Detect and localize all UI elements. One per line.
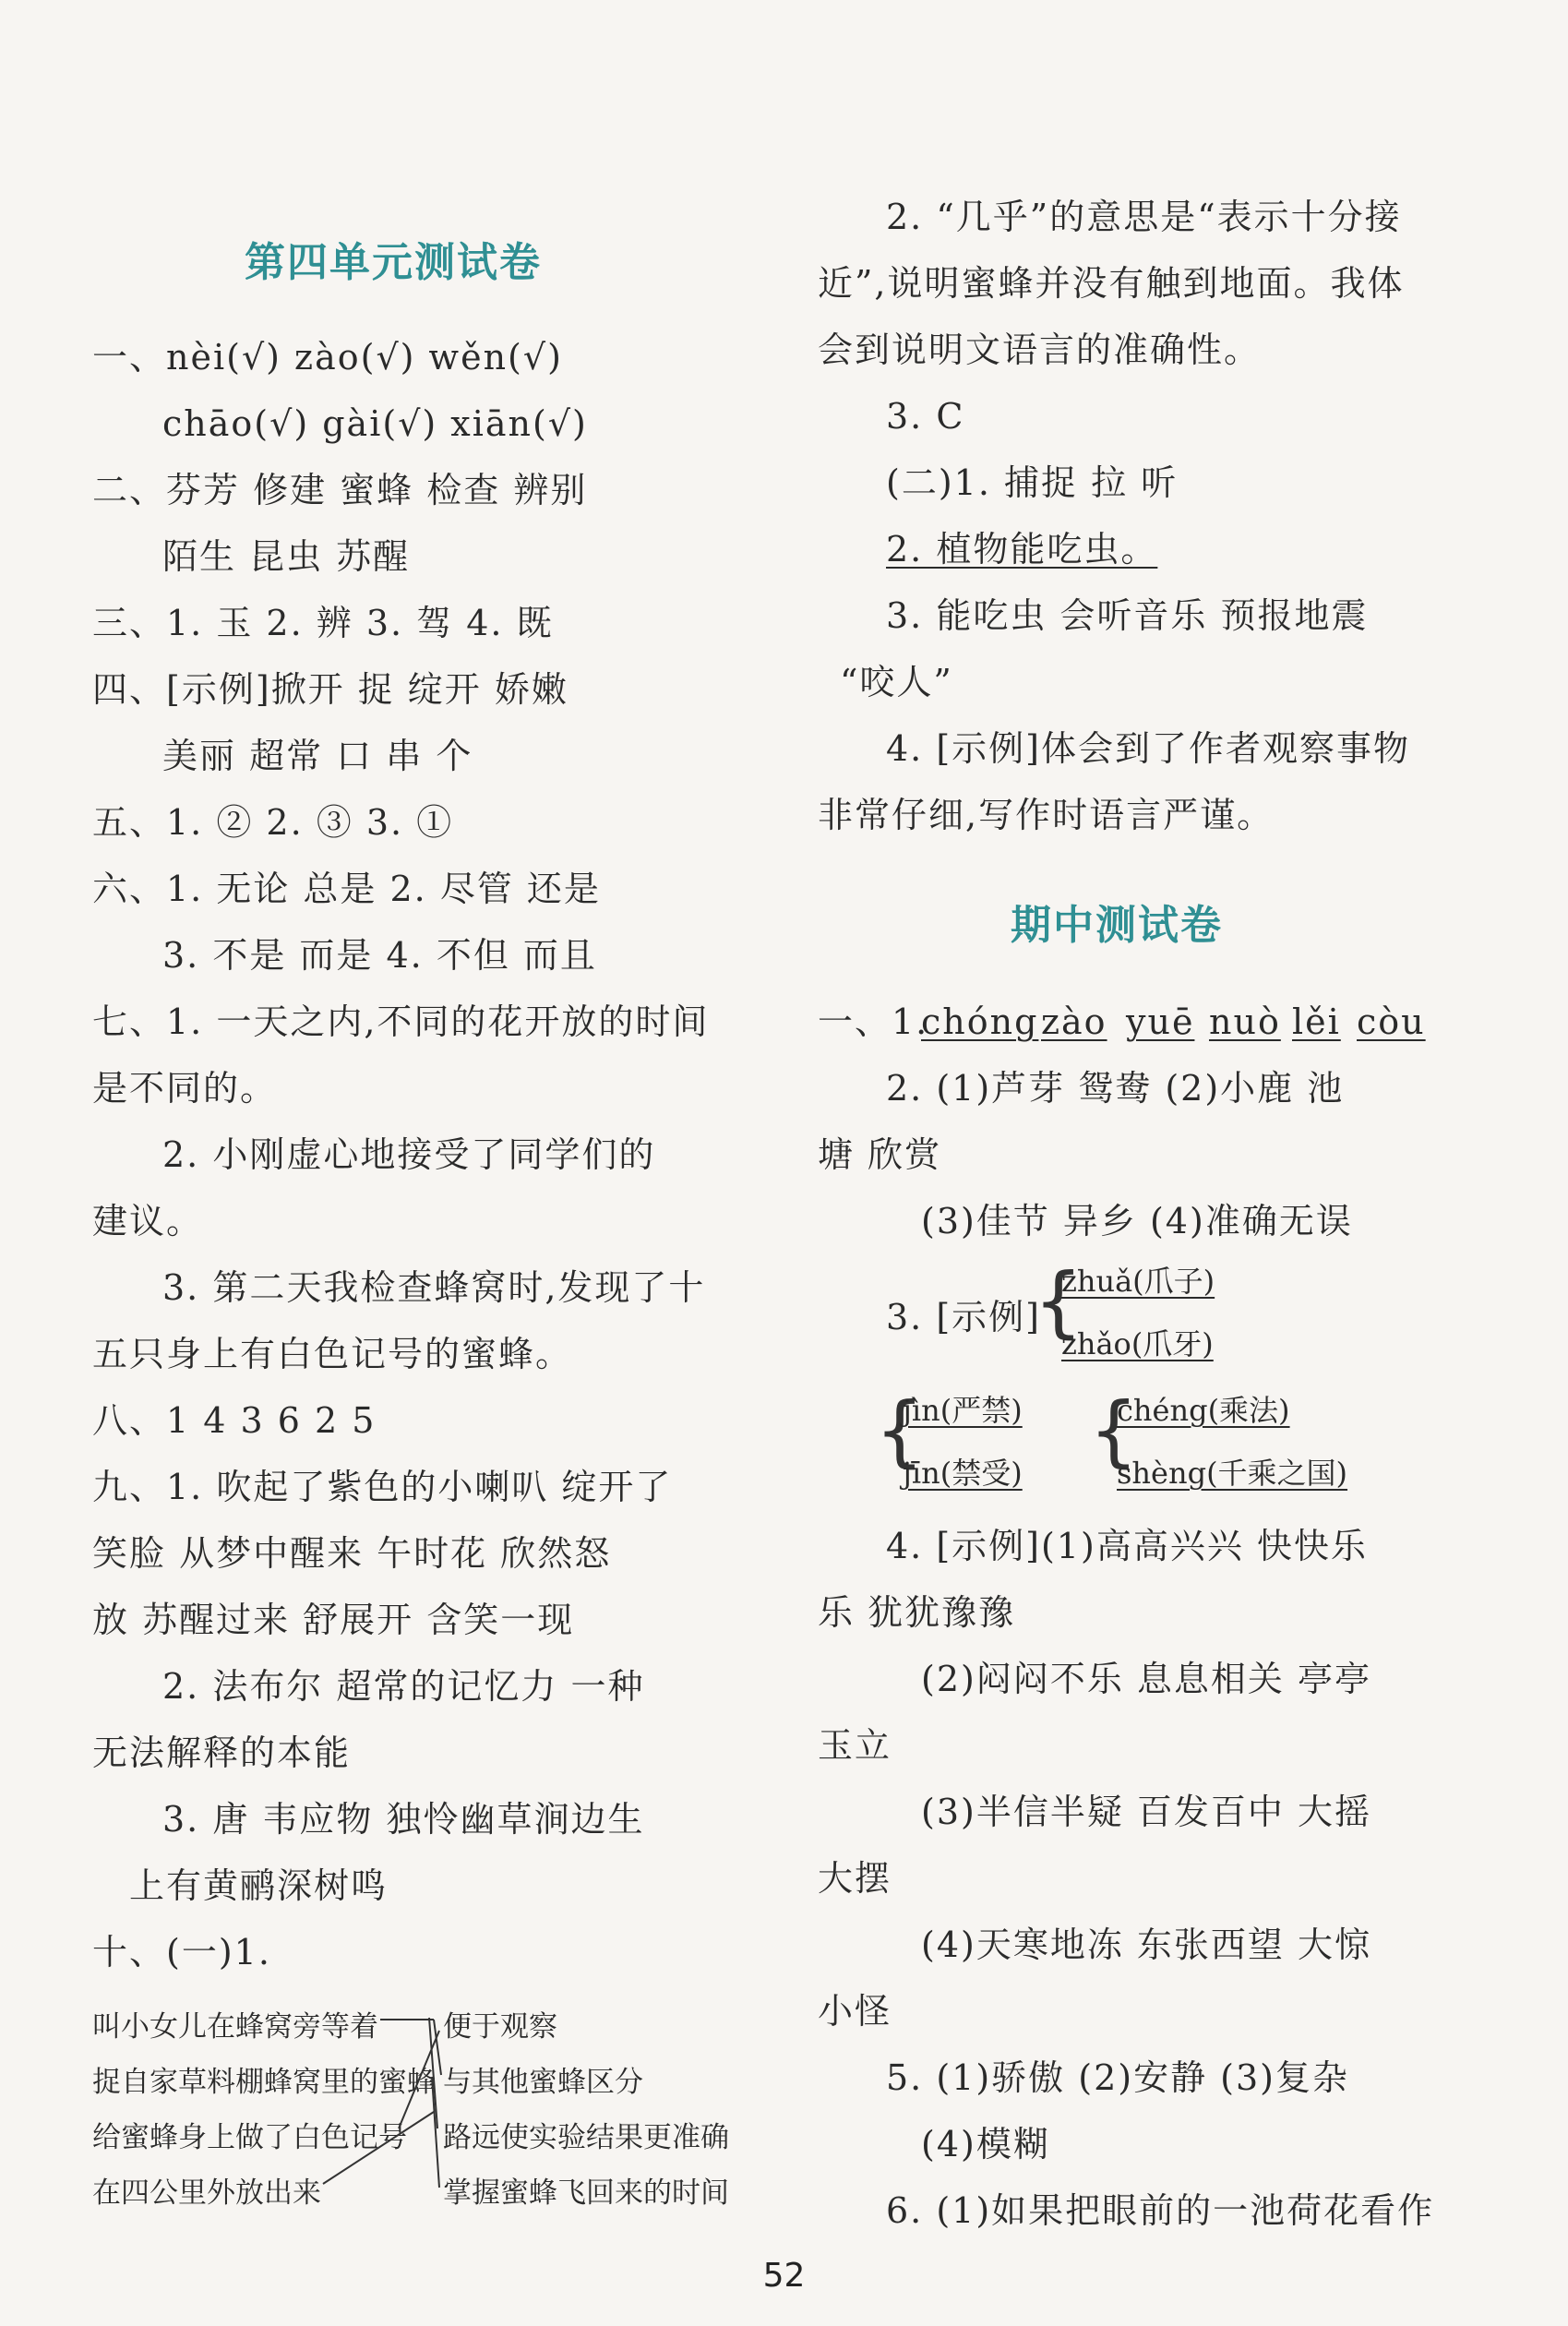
- answer-line: 三、1. 玉 2. 辨 3. 驾 4. 既: [92, 603, 554, 643]
- match-left-item: 捉自家草料棚蜂窝里的蜜蜂: [92, 2066, 436, 2099]
- answer-line: 九、1. 吹起了紫色的小喇叭 绽开了: [92, 1467, 673, 1507]
- match-line: [323, 2112, 434, 2184]
- brace-icon: {: [1034, 1256, 1083, 1347]
- answer-line: 笑脸 从梦中醒来 午时花 欣然怒: [92, 1533, 612, 1574]
- answer-line: 二、芬芳 修建 蜜蜂 检查 辨别: [92, 470, 588, 510]
- match-right-item: 掌握蜜蜂飞回来的时间: [443, 2176, 729, 2210]
- answer-line: 2. 小刚虚心地接受了同学们的: [162, 1134, 656, 1175]
- answer-line: 6. (1)如果把眼前的一池荷花看作: [886, 2190, 1435, 2231]
- answer-line: 3. 能吃虫 会听音乐 预报地震: [886, 595, 1369, 636]
- match-line: [434, 2020, 441, 2075]
- answer-line: (4)天寒地冻 东张西望 大惊: [921, 1924, 1371, 1965]
- match-right-item: 与其他蜜蜂区分: [443, 2066, 643, 2099]
- answer-line: (二)1. 捕捉 拉 听: [886, 462, 1179, 503]
- answer-line: 十、(一)1.: [92, 1932, 271, 1972]
- answer-line: 2. (1)芦芽 鸳鸯 (2)小鹿 池: [886, 1068, 1345, 1109]
- answer-line: 小怪: [818, 1991, 892, 2032]
- answer-line: 上有黄鹂深树鸣: [129, 1865, 389, 1906]
- answer-line: 建议。: [92, 1201, 204, 1241]
- answer-line: 六、1. 无论 总是 2. 尽管 还是: [92, 869, 601, 909]
- answer-line: 乐 犹犹豫豫: [818, 1592, 1016, 1633]
- pinyin-answer: chóng: [921, 1001, 1039, 1042]
- polyphone-item: jìn(严禁): [903, 1393, 1023, 1428]
- polyphone-item: shèng(千乘之国): [1117, 1456, 1348, 1491]
- answer-line: 会到说明文语言的准确性。: [818, 330, 1262, 370]
- page-number: 52: [762, 2257, 806, 2295]
- answer-line: 5. (1)骄傲 (2)安静 (3)复杂: [886, 2057, 1349, 2098]
- match-left-item: 给蜜蜂身上做了白色记号: [92, 2121, 407, 2154]
- pinyin-answer: lěi: [1292, 1001, 1341, 1042]
- polyphone-item: chéng(乘法): [1117, 1393, 1290, 1428]
- answer-line: 塘 欣赏: [818, 1134, 942, 1175]
- answer-line: 五、1. ② 2. ③ 3. ①: [92, 802, 454, 843]
- answer-line: (4)模糊: [921, 2124, 1050, 2164]
- answer-line: 美丽 超常 口 串 个: [162, 736, 473, 776]
- answer-line: 4. [示例]体会到了作者观察事物: [886, 728, 1410, 769]
- answer-line: 大摆: [818, 1858, 892, 1899]
- answer-line: 八、1 4 3 6 2 5: [92, 1400, 377, 1441]
- answer-line: (3)半信半疑 百发百中 大摇: [921, 1792, 1371, 1832]
- answer-line: 陌生 昆虫 苏醒: [162, 536, 411, 577]
- polyphone-item: zhǎo(爪牙): [1061, 1326, 1214, 1361]
- answer-line: 4. [示例](1)高高兴兴 快快乐: [886, 1526, 1368, 1566]
- answer-line: 2. 法布尔 超常的记忆力 一种: [162, 1666, 645, 1707]
- brace-icon: {: [875, 1385, 925, 1476]
- pinyin-answer: zào: [1041, 1001, 1107, 1042]
- answer-line: 3. 唐 韦应物 独怜幽草涧边生: [162, 1799, 645, 1840]
- pinyin-answer: còu: [1357, 1001, 1426, 1042]
- section-title-unit4: 第四单元测试卷: [245, 239, 542, 286]
- answer-line: 近”,说明蜜蜂并没有触到地面。我体: [818, 263, 1405, 304]
- answer-line: 一、nèi(√) zào(√) wěn(√): [92, 337, 563, 378]
- answer-line: chāo(√) gài(√) xiān(√): [162, 403, 588, 444]
- answer-line: 是不同的。: [92, 1068, 278, 1109]
- answer-line: 3. C: [886, 396, 965, 437]
- answer-line: 四、[示例]掀开 捉 绽开 娇嫩: [92, 669, 569, 710]
- answer-line: 2. 植物能吃虫。: [886, 529, 1158, 570]
- answer-line: 2. “几乎”的意思是“表示十分接: [886, 197, 1402, 237]
- answer-line: 非常仔细,写作时语言严谨。: [818, 795, 1275, 835]
- pinyin-answer: nuò: [1209, 1001, 1281, 1042]
- answer-line: 3. 不是 而是 4. 不但 而且: [162, 935, 597, 976]
- polyphone-item: jīn(禁受): [903, 1456, 1023, 1491]
- match-left-item: 叫小女儿在蜂窝旁等着: [92, 2010, 378, 2044]
- answer-line: 无法解释的本能: [92, 1733, 352, 1773]
- answer-line: (2)闷闷不乐 息息相关 亭亭: [921, 1659, 1371, 1699]
- brace-icon: {: [1089, 1385, 1139, 1476]
- match-left-item: 在四公里外放出来: [92, 2176, 321, 2210]
- match-right-item: 便于观察: [443, 2010, 557, 2044]
- answer-line: 五只身上有白色记号的蜜蜂。: [92, 1334, 573, 1374]
- match-right-item: 路远使实验结果更准确: [443, 2121, 729, 2154]
- pinyin-answer: yuē: [1126, 1001, 1195, 1042]
- answer-line: 3. [示例]: [886, 1297, 1041, 1337]
- answer-line: “咬人”: [840, 662, 953, 702]
- answer-line: 一、1.: [818, 1001, 929, 1042]
- polyphone-item: zhuǎ(爪子): [1061, 1264, 1215, 1299]
- answer-line: (3)佳节 异乡 (4)准确无误: [921, 1201, 1353, 1241]
- answer-line: 3. 第二天我检查蜂窝时,发现了十: [162, 1267, 706, 1308]
- answer-line: 玉立: [818, 1725, 892, 1766]
- answer-line: 七、1. 一天之内,不同的花开放的时间: [92, 1001, 710, 1042]
- section-title-midterm: 期中测试卷: [1011, 902, 1223, 949]
- answer-line: 放 苏醒过来 舒展开 含笑一现: [92, 1600, 575, 1640]
